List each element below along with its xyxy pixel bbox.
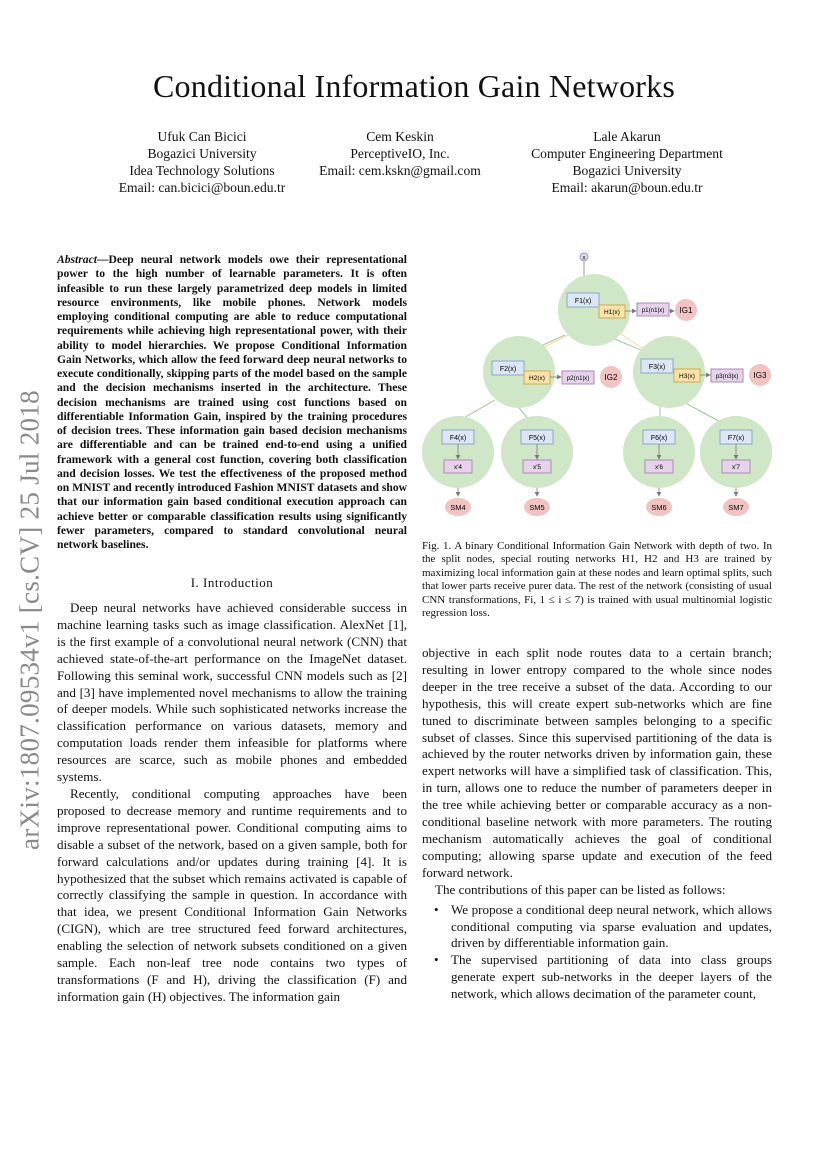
ig-label: IG3 bbox=[753, 371, 767, 380]
author-affiliation: Bogazici University bbox=[147, 146, 257, 161]
author-affiliation: Computer Engineering Department bbox=[531, 146, 723, 161]
paragraph: Deep neural networks have achieved considerable success in machine learning tasks such as image classification. AlexNet [1], is the first example of a convolutional neural network (CNN) that achieved state-of-the-art performance on the ImageNet dataset. Following this seminal work, successful CNN models such as [2] and [3] have implemented novel mechanisms to allow the training of deeper models. While such sophisticated networks increase the classification performance on various datasets, memory and computation loads render them infeasible for platforms where resources are scarce, such as mobile phones and embedded systems. bbox=[57, 600, 407, 785]
author-name: Lale Akarun bbox=[593, 129, 661, 144]
x-label: x'5 bbox=[532, 464, 542, 471]
f-label: F5(x) bbox=[528, 435, 546, 442]
list-item-text: We propose a conditional deep neural network, which allows conditional computing via sparse evaluation and updates, driven by differentiable information gain. bbox=[451, 901, 772, 951]
f-label: F1(x) bbox=[574, 298, 592, 305]
section-heading: I. Introduction bbox=[190, 575, 274, 590]
list-item: • We propose a conditional deep neural network, which allows conditional computing via sparse evaluation and updates, driven by differentiable information gain. bbox=[434, 901, 772, 951]
author-email: Email: can.bicici@boun.edu.tr bbox=[118, 180, 286, 195]
f-label: F2(x) bbox=[499, 366, 517, 373]
ig-label: IG1 bbox=[679, 306, 693, 315]
author-email: Email: akarun@boun.edu.tr bbox=[551, 180, 703, 195]
ig-label: IG2 bbox=[604, 373, 618, 382]
paper-title: Conditional Information Gain Networks bbox=[153, 68, 675, 104]
x-label: x'4 bbox=[453, 464, 463, 471]
leaf-node-5 bbox=[501, 416, 573, 516]
author-block-3 bbox=[497, 128, 757, 196]
author-affiliation: Idea Technology Solutions bbox=[129, 163, 275, 178]
f-label: F4(x) bbox=[449, 435, 467, 442]
abstract bbox=[57, 253, 407, 552]
paragraph: Recently, conditional computing approaches have been proposed to decrease memory and runtime requirements and to improve representational power. Conditional computing aims to disable a subset of the network, based on a given sample, both for forward calculations and/or updates during training [4]. It is hypothesized that the subset which remains activated is capable of correctly classifying the sample in question. In accordance with that idea, we present Conditional Information Gain Networks (CIGN), which are tree structured feed forward architectures, enabling the selection of network subsets conditioned on a given sample. Each non-leaf tree node contains two types of transformations (F and H), driving the classification (F) and information gain (H) objectives. The information gain bbox=[57, 785, 407, 1004]
list-item-text: The supervised partitioning of data into class groups generate expert sub-networks in the deeper layers of the network, which allows decimation of the parameter count, bbox=[451, 952, 772, 1002]
sm-label: SM7 bbox=[728, 503, 744, 512]
author-block-2 bbox=[270, 128, 530, 179]
abstract-body: —Deep neural network models owe their representational power to the high number of learnable parameters. It is often infeasible to run these largely parametrized deep models in limited resource environments, like mobile phones. Network models employing conditional computing are able to reduce computational requirements while achieving high representational power, with their ability to model hierarchies. We propose Conditional Information Gain Networks, which allow the feed forward deep neural networks to execute conditionally, skipping parts of the model based on the sample and the decision mechanisms inserted in the architecture. These decision mechanisms are trained using cost functions based on differentiable Information Gain, inspired by the training procedures of decision trees. These information gain based decision mechanisms are differentiable and can be trained end-to-end using a unified framework with a general cost function, covering both classification and decision losses. We test the effectiveness of the proposed method on MNIST and recently introduced Fashion MNIST datasets and show that our information gain based conditional execution approach can achieve better or comparable classification results using significantly fewer parameters, compared to standard convolutional neural network baselines. bbox=[57, 253, 407, 551]
arxiv-identifier: arXiv:1807.09534v1 [cs.CV] 25 Jul 2018 bbox=[14, 390, 45, 850]
author-name: Cem Keskin bbox=[366, 129, 434, 144]
h-label: H2(x) bbox=[529, 375, 545, 382]
x-label: x'6 bbox=[654, 464, 664, 471]
intro-column-left bbox=[57, 600, 407, 1006]
leaf-node-6 bbox=[623, 416, 695, 516]
author-name: Ufuk Can Bicici bbox=[157, 129, 247, 144]
paragraph: The contributions of this paper can be listed as follows: bbox=[435, 881, 726, 897]
arxiv-stamp bbox=[10, 360, 50, 880]
author-email: Email: cem.kskn@gmail.com bbox=[319, 163, 481, 178]
figure-caption: Fig. 1. A binary Conditional Information Gain Network with depth of two. In the split nodes, special routing networks H1, H2 and H3 are trained by maximizing local information gain at these nodes and learn optimal splits, such that lower parts receive purer data. The rest of the network (consisting of usual CNN transformations, Fi, 1 ≤ i ≤ 7) is trained with usual multinomial logistic regression loss. bbox=[422, 540, 772, 620]
x-label: x'7 bbox=[731, 464, 741, 471]
p-label: p3(n3|x) bbox=[715, 373, 739, 380]
f-label: F7(x) bbox=[727, 435, 745, 442]
contributions-list bbox=[422, 902, 772, 1003]
figure-cign-diagram bbox=[415, 245, 780, 530]
list-item: • The supervised partitioning of data into class groups generate expert sub-networks in the deeper layers of the network, which allows decimation of the parameter count, bbox=[434, 952, 772, 1002]
h-label: H1(x) bbox=[604, 309, 620, 316]
p-label: p2(n1|x) bbox=[566, 375, 590, 382]
author-affiliation: PerceptiveIO, Inc. bbox=[350, 146, 450, 161]
paragraph: objective in each split node routes data to a certain branch; resulting in lower entropy compared to the whole since nodes deeper in the tree receive a subset of the data. According to our hypothesis, this will create expert sub-networks which are fine tuned to discriminate between samples belonging to a specific subset of classes. Since this supervised partitioning of the data is achieved by the router networks driven by information gain, these expert networks will have a simplified task of classification. This, in turn, allows one to reduce the number of parameters deeper in the tree while achieving better or comparable accuracy as a non-conditional baseline network with more parameters. The routing mechanism automatically achieves the goal of conditional computing; allowing sparse update and execution of the feed forward network. bbox=[422, 645, 772, 880]
h-label: H3(x) bbox=[679, 373, 695, 380]
f-label: F3(x) bbox=[648, 364, 666, 371]
input-label: x bbox=[582, 255, 586, 262]
sm-label: SM4 bbox=[450, 503, 466, 512]
author-affiliation: Bogazici University bbox=[572, 163, 682, 178]
intro-column-right bbox=[422, 645, 772, 1003]
p-label: p1(n1|x) bbox=[641, 307, 665, 314]
sm-label: SM6 bbox=[651, 503, 667, 512]
abstract-lead: Abstract bbox=[57, 253, 97, 266]
sm-label: SM5 bbox=[529, 503, 545, 512]
f-label: F6(x) bbox=[650, 435, 668, 442]
leaf-node-7 bbox=[700, 416, 772, 516]
leaf-node-4 bbox=[422, 416, 494, 516]
